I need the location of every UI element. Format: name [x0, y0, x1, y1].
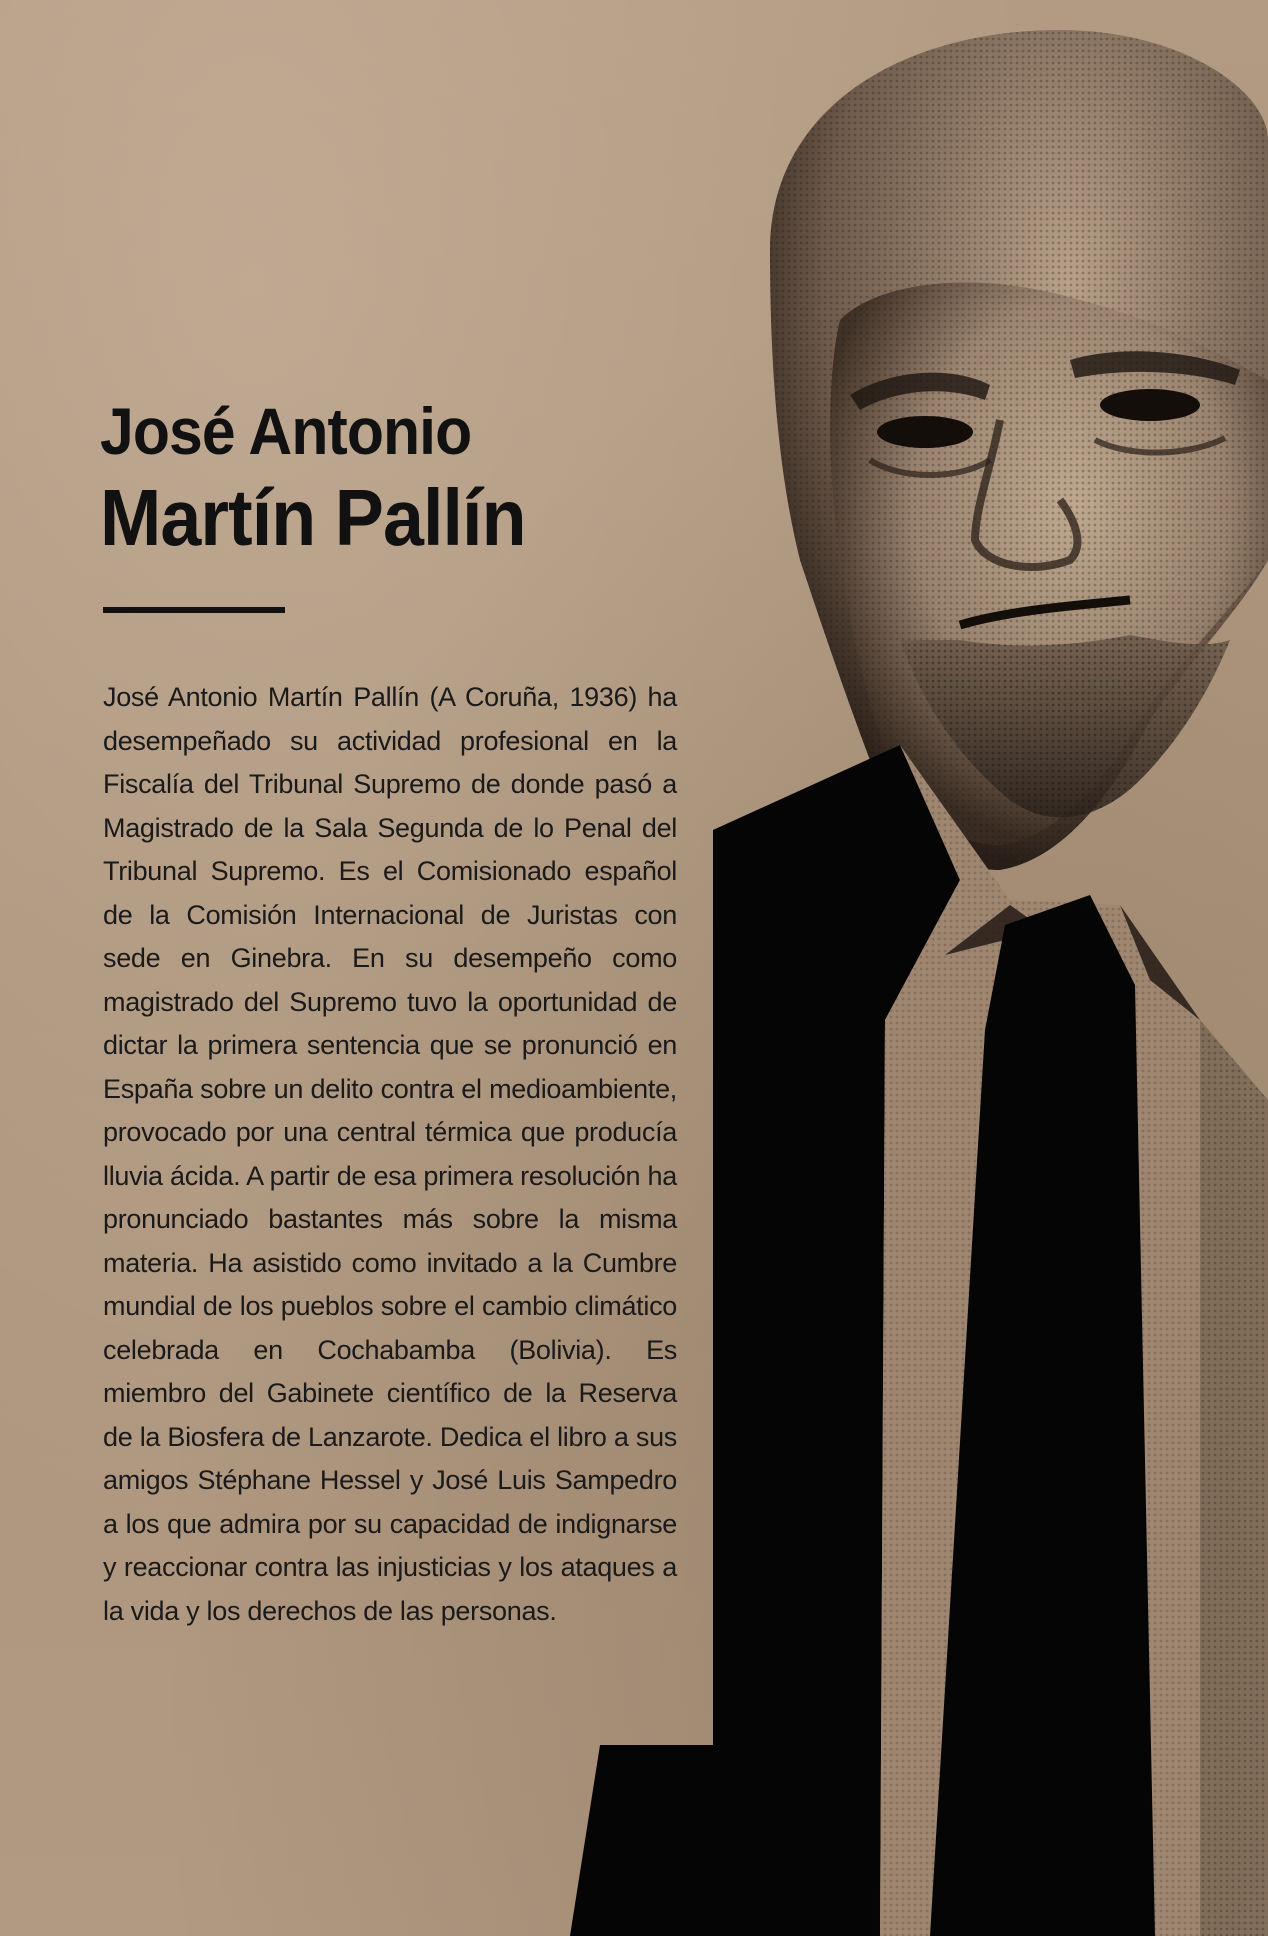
author-bio-text: José Antonio Martín Pallín (A Coruña, 1936) ha desempeñado su actividad profesional en la Fiscalía del Tribunal Supremo de donde pasó a Magistrado de la Sala Segunda de lo Penal del Tribunal Supremo. Es el Comisionado español de la Comisión Internacional de Juristas con sede en Ginebra. En su desempeño como magistrado del Supremo tuvo la oportunidad de dictar la primera sentencia que se pronunció en España sobre un delito contra el medioambiente, provocado por una central térmica que producía lluvia ácida. A partir de esa primera resolución ha pronunciado bastantes más sobre la misma materia. Ha asistido como invitado a la Cumbre mundial de los pueblos sobre el cambio climático celebrada en Cochabamba (Bolivia). Es miembro del Gabinete científico de la Reserva de la Biosfera de Lanzarote. Dedica el libro a sus amigos Stéphane Hessel y José Luis Sampedro a los que admira por su capacidad de indignarse y reaccionar contra las injusticias y los ataques a la vida y los derechos de las personas. [103, 682, 677, 1626]
portrait-eye-right [1100, 389, 1200, 421]
author-surnames: Martín Pallín [100, 473, 526, 562]
title-divider [103, 607, 285, 613]
portrait-eye-left [877, 416, 973, 448]
author-first-names: José Antonio [100, 394, 472, 468]
author-name [100, 394, 563, 562]
